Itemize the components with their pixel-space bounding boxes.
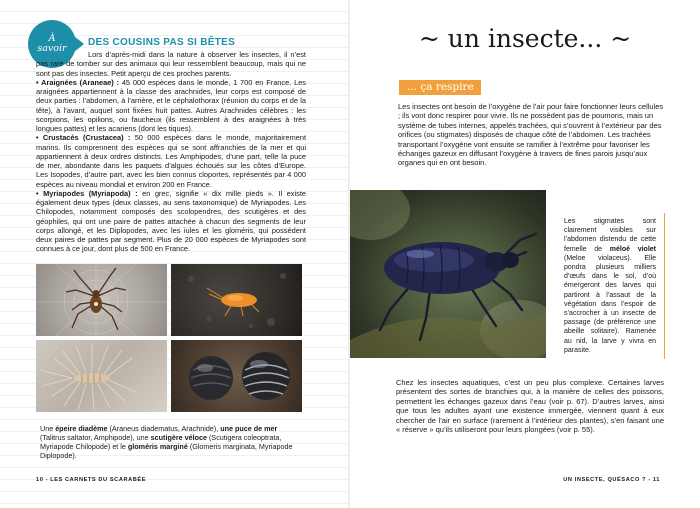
subhead-pill: ... ça respire [399,80,481,95]
arachnids-text: 45 000 espèces dans le monde, 1 700 en France. Les araignées appartiennent à la classe des arachnides, leur corps est composé de deux parties : l’abdomen, à l’arrière, et le céphalothorax (réunion du corps et de la tête), à l’avant, auquel sont fixées huit pattes. Autres Arachnides célèbres : les scorpions, les opilions, ou faucheux (ils ressemblent à des araignées à très longues pattes) et les acariens (dont les tiques). [36,77,306,133]
centipede-photo [36,340,167,412]
sand-hopper-photo [171,264,302,336]
myriapoda-heading: • Myriapodes (Myriapoda) : [36,188,138,198]
respiration-paragraph: Les insectes ont besoin de l’oxygène de l’air pour faire fonctionner leurs cellules ; ils vont donc respirer pour vivre. Ils ne possèdent pas de poumons, mais un système de tubes internes, appelés trachées, qui s’ouvrent à l’extérieur par des orifices (ou stigmates) disposés de chaque côté de l’abdomen. Les trachées transportant l’oxygène vont ensuite se ramifier à l’extrême pour favoriser les échanges gazeux en diffusant l’oxygène à travers de fines parois jusqu’aux organes qui en ont besoin. [398,102,664,168]
caption-text: (Glomeris marginata, Myriapode Diplopode). [40,442,293,460]
caption-text: (Scutigera coleoptrata, Myriapode Chilopode) et le [40,433,282,451]
spider-photo [36,264,167,336]
page-headline: ~ un insecte... ~ [418,24,632,53]
caption-species: une puce de mer [220,424,278,433]
caption-species: épeire diadème [55,424,108,433]
caption-text: Une [40,424,56,433]
crustacea-paragraph [36,133,306,189]
beetle-caption-text: Les stigmates sont clairement visibles sur l’abdomen distendu de cette femelle de [564,218,656,253]
beetle-species: méloé violet [609,245,656,253]
right-folio: UN INSECTE, QUÉSACO ? - 11 [563,477,660,483]
caption-rule [664,213,665,359]
photo-grid-caption [40,424,302,460]
pill-millipede-photo [171,340,302,412]
badge-line2: savoir [37,43,67,54]
left-folio: 10 - LES CARNETS DU SCARABÉE [36,477,147,483]
crustacea-text: 50 000 espèces dans le monde, majoritairement marins. Ils comprennent des espèces qui se sont affranchies de la mer et qui appartiennent à deux ordres distincts. Les Amphipodes, d’une part, telle la puce de mer, abondante dans les paquets d’algues échoués sur les côtes d’Europe. Les Isopodes, d’autre part, avec les bien connus cloportes, représentés par 4 000 espèces au niveau mondial et environ 200 en France. [36,133,306,189]
myriapoda-text: en grec, signifie « dix mille pieds ». Il existe également deux types (deux classes, au sens taxonomique) de Myriapodes. Les Chilopodes, notamment composés des scolopendres, des scutigères et des géophiles, qui ont une paire de pattes attachée à chacun des segments de leur corps allongé, et les Diplopodes, avec les iules et les gloméris, qui possèdent deux paires de pattes par segment. Plus de 20 000 espèces de Myriapodes sont connues à ce jour, dont plus de 500 en France. [36,188,306,254]
beetle-caption-text: (Meloe violaceus). Elle pondra plusieurs milliers d’œufs dans le sol, d’où émergeront des larves qui partiront à l’assaut de la végétation dans l’espoir de s’accrocher à un insecte de passage (de préférence une abeille solitaire). Ramenée au nid, la larve y vivra en parasite. [564,254,656,354]
beetle-caption [564,217,656,355]
crustacea-heading: • Crustacés (Crustacea) : [36,133,131,143]
badge-line1: À [48,33,56,44]
beetle-photo [350,190,546,358]
arachnids-paragraph [36,78,306,134]
caption-text: (Araneus diadematus, Arachnide), [107,424,221,433]
myriapoda-paragraph [36,189,306,254]
intro-paragraph: Lors d’après-midi dans la nature à observer les insectes, il n’est pas rare de tomber sur des animaux qui leur ressemblent beaucoup, mais qui ne sont pas des insectes. Petit aperçu de ces proches parents. [36,50,306,78]
aquatic-paragraph: Chez les insectes aquatiques, c’est un peu plus complexe. Certaines larves présentent des sortes de branchies qui, à la manière de celles des poissons, permettent les échanges gazeux dans l’eau (voir p. 67). D’autres larves, ainsi que tous les adultes ayant une existence immergée, viennent quant à eux chercher de l’air en surface (rarement à l’intérieur des plantes), s’en faisant une « réserve » qu’ils utiliseront pour leurs plongées (voir p. 55). [396,378,664,435]
caption-text: (Talitrus saltator, Amphipode), une [40,433,151,442]
left-body-text [36,50,306,254]
arachnids-heading: • Araignées (Araneae) : [36,77,120,87]
section-title: DES COUSINS PAS SI BÊTES [88,37,236,48]
caption-species: gloméris marginé [127,442,188,451]
caption-species: scutigère véloce [150,433,208,442]
photo-grid [36,264,302,412]
